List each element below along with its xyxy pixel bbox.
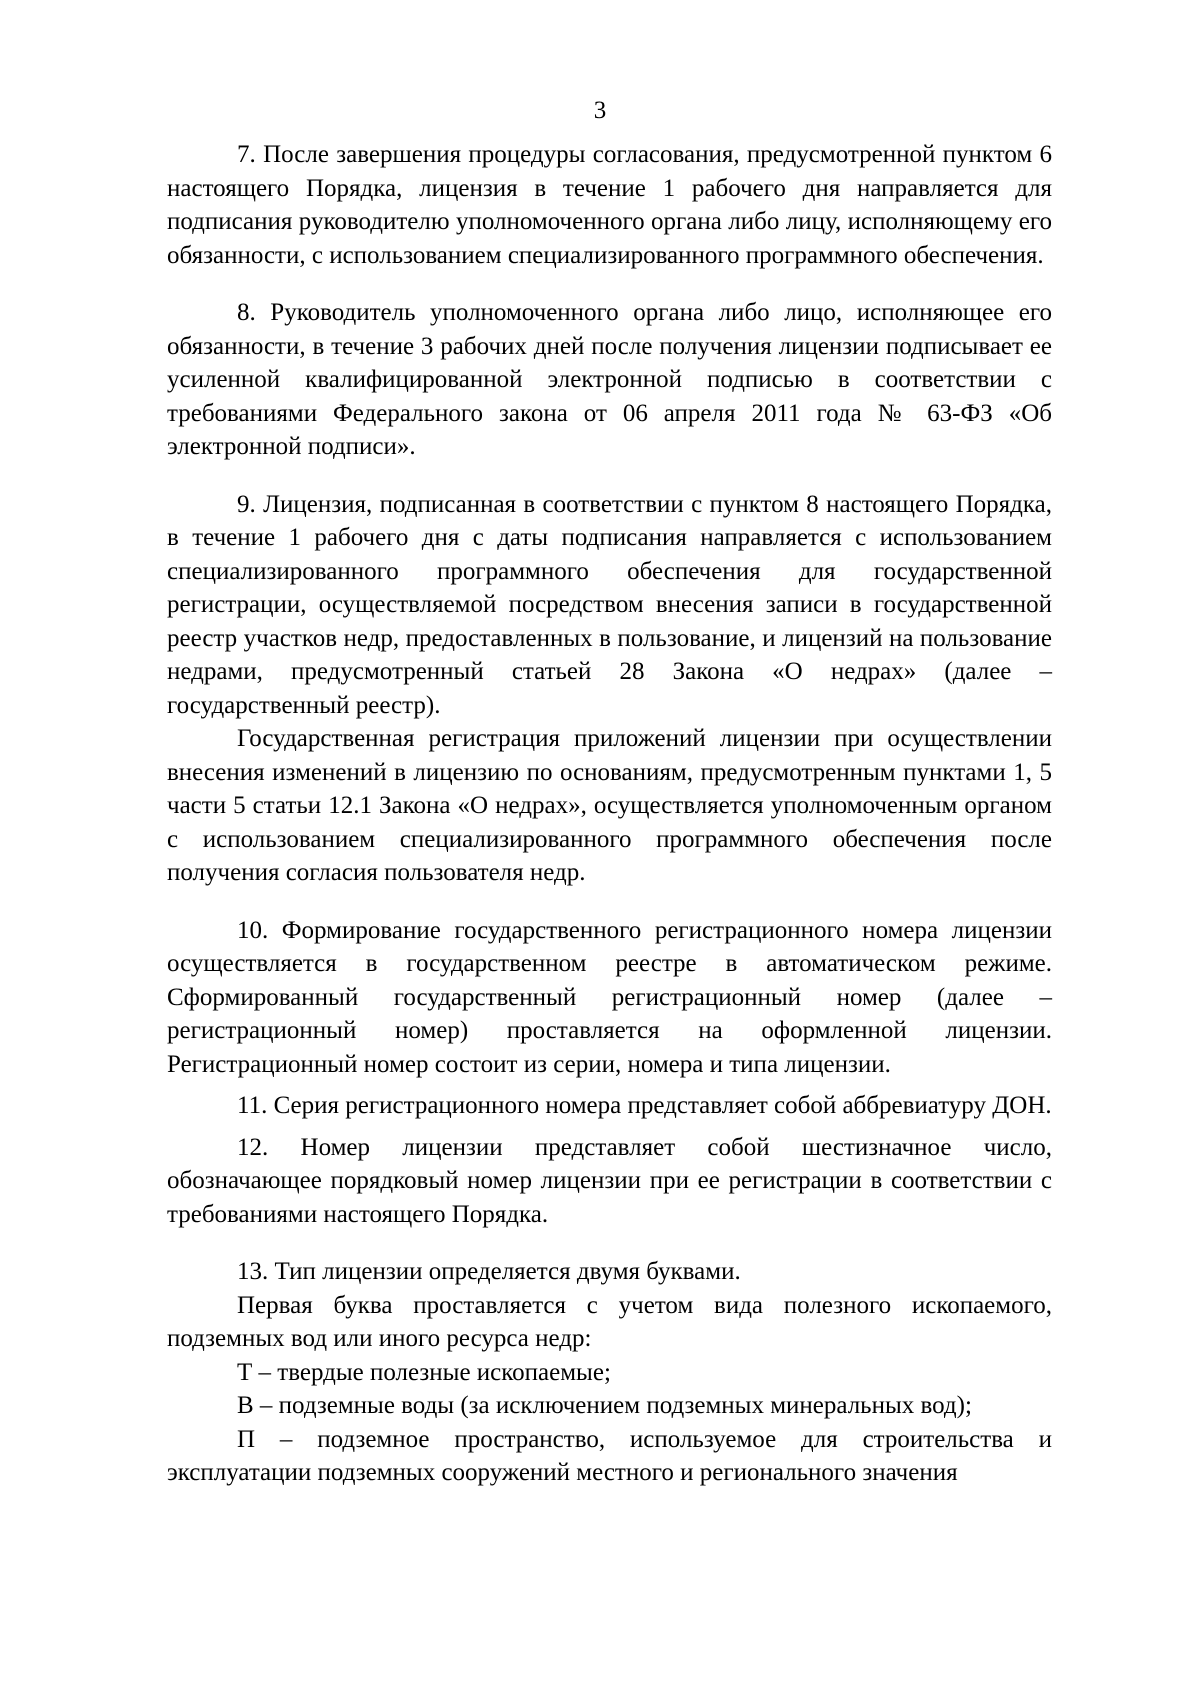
list-item-v: В – подземные воды (за исключением подземных минеральных вод); xyxy=(237,1392,972,1419)
paragraph-13-first-letter: Первая буква проставляется с учетом вида полезного ископаемого, подземных вод или иного ресурса недр: xyxy=(167,1291,1052,1352)
paragraph-11: 11. Серия регистрационного номера представляет собой аббревиатуру ДОН. xyxy=(237,1092,1052,1119)
paragraph-8: 8. Руководитель уполномоченного органа либо лицо, исполняющее его обязанности, в течение 3 рабочих дней после получения лицензии подписывает ее усиленной квалифицированной электронной подписью в соответствии с требованиями Федерального закона от 06 апреля 2011 года № 63-ФЗ «Об электронной подписи». xyxy=(167,299,1052,460)
paragraph-9-continuation: Государственная регистрация приложений лицензии при осуществлении внесения изменений в лицензию по основаниям, предусмотренным пунктами 1, 5 части 5 статьи 12.1 Закона «О недрах», осуществляется уполномоченным органом с использованием специализированного программного обеспечения после получения согласия пользователя недр. xyxy=(167,725,1052,886)
document-body xyxy=(167,138,1052,1490)
list-item-t: Т – твердые полезные ископаемые; xyxy=(237,1358,611,1386)
list-item-p: П – подземное пространство, используемое для строительства и эксплуатации подземных сооружений местного и регионального значения xyxy=(167,1425,1052,1486)
paragraph-7: 7. После завершения процедуры согласования, предусмотренной пунктом 6 настоящего Порядка, лицензия в течение 1 рабочего дня направляется для подписания руководителю уполномоченного органа либо лицу, исполняющему его обязанности, с использованием специализированного программного обеспечения. xyxy=(167,141,1052,269)
paragraph-10: 10. Формирование государственного регистрационного номера лицензии осуществляется в государственном реестре в автоматическом режиме. Сформированный государственный регистрационный номер (далее – регистрационный номер) проставляется на оформленной лицензии. Регистрационный номер состоит из серии, номера и типа лицензии. xyxy=(167,916,1052,1078)
page-number: 3 xyxy=(593,97,607,124)
paragraph-12: 12. Номер лицензии представляет собой шестизначное число, обозначающее порядковый номер лицензии при ее регистрации в соответствии с требованиями настоящего Порядка. xyxy=(167,1133,1052,1228)
paragraph-9: 9. Лицензия, подписанная в соответствии с пунктом 8 настоящего Порядка, в течение 1 рабочего дня с даты подписания направляется с использованием специализированного программного обеспечения для государственной регистрации, осуществляемой посредством внесения записи в государственной реестр участков недр, предоставленных в пользование, и лицензий на пользование недрами, предусмотренный статьей 28 Закона «О недрах» (далее – государственный реестр). xyxy=(167,490,1052,719)
paragraph-13: 13. Тип лицензии определяется двумя буквами. xyxy=(237,1258,741,1285)
